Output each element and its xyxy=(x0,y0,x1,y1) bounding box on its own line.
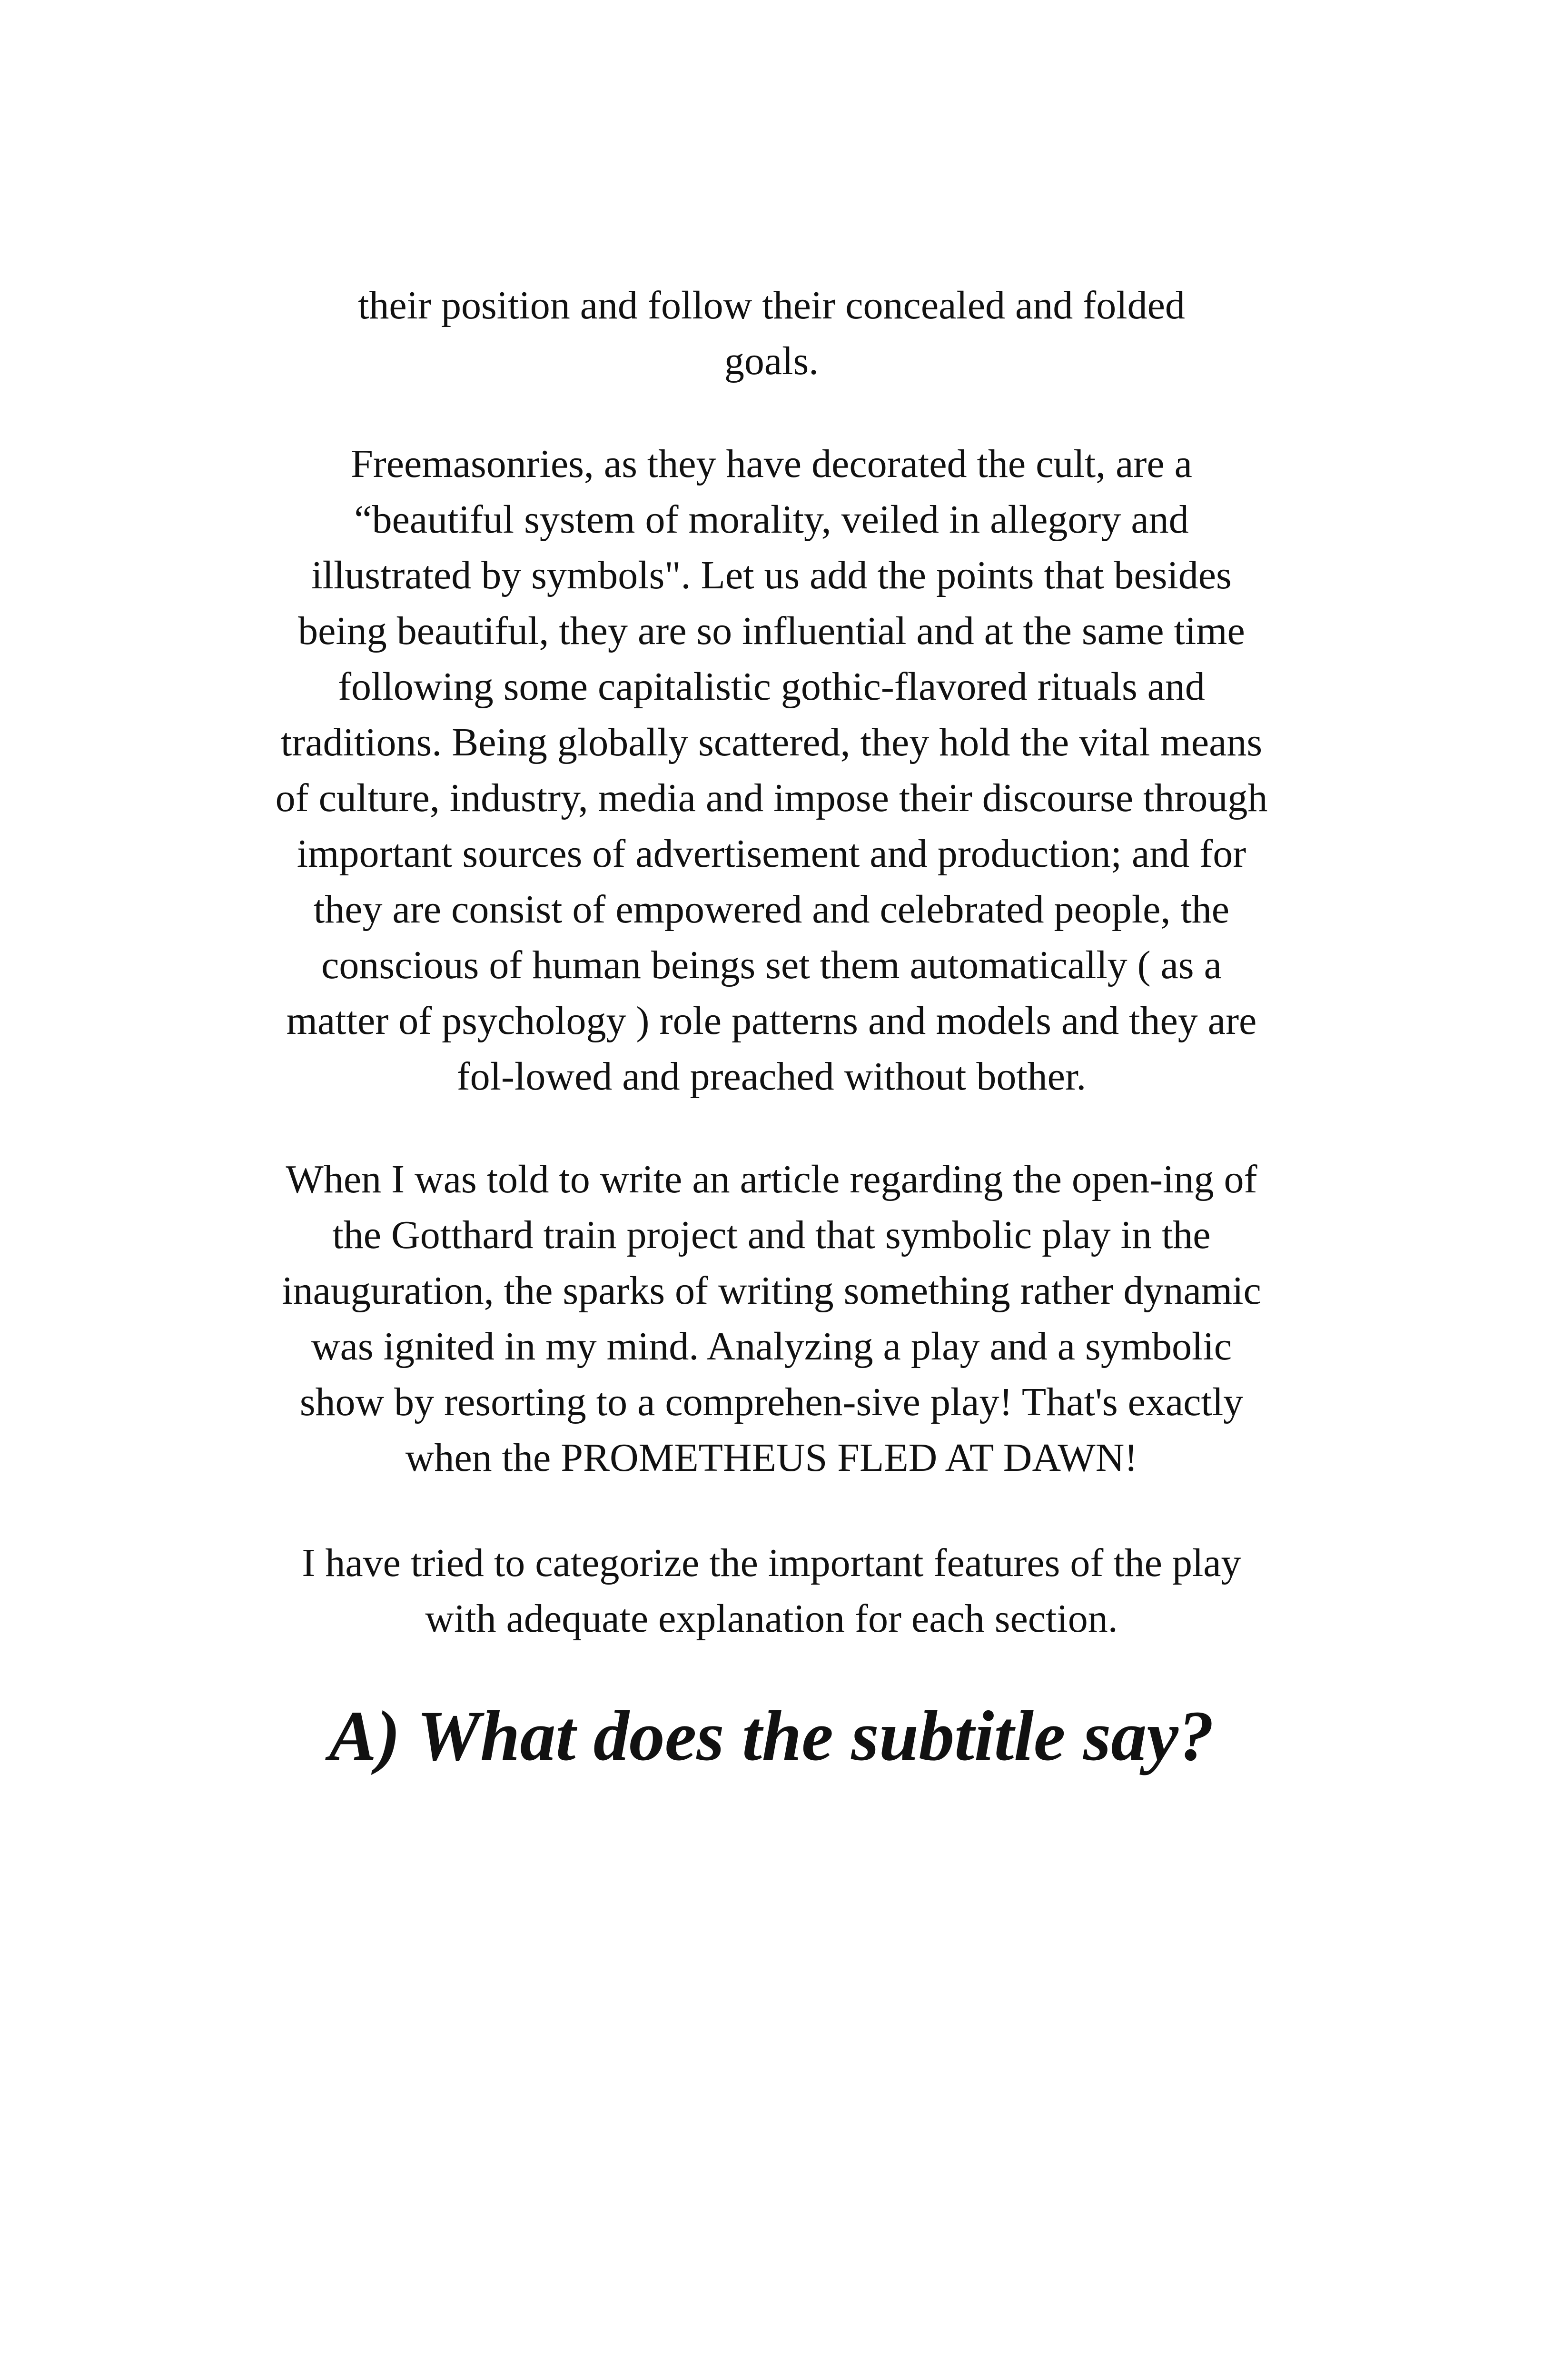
paragraph-line: “beautiful system of morality, veiled in allegory and xyxy=(354,497,1189,542)
paragraph-line: their position and follow their concealed and folded xyxy=(358,283,1185,327)
paragraph-line: when the PROMETHEUS FLED AT DAWN! xyxy=(405,1436,1138,1480)
paragraph-line: of culture, industry, media and impose their discourse through xyxy=(275,776,1268,820)
paragraph-line: goals. xyxy=(724,339,819,383)
paragraph-line: I have tried to categorize the important features of the play xyxy=(302,1541,1241,1585)
paragraph-line: matter of psychology ) role patterns and models and they are xyxy=(286,999,1257,1043)
paragraph-4 xyxy=(224,1535,1319,1646)
paragraph-line: they are consist of empowered and celebrated people, the xyxy=(313,887,1230,932)
section-heading: A) What does the subtitle say? xyxy=(329,1696,1214,1775)
paragraph-line: was ignited in my mind. Analyzing a play and a symbolic xyxy=(311,1324,1232,1368)
paragraph-line: following some capitalistic gothic-flavored rituals and xyxy=(338,664,1205,709)
paragraph-line: illustrated by symbols". Let us add the points that besides xyxy=(311,553,1232,597)
paragraph-line: important sources of advertisement and production; and for xyxy=(297,832,1246,876)
paragraph-line: When I was told to write an article regarding the open-ing of xyxy=(286,1157,1257,1201)
paragraph-line: conscious of human beings set them automatically ( as a xyxy=(321,943,1222,987)
paragraph-line: show by resorting to a comprehen-sive play! That's exactly xyxy=(299,1380,1244,1424)
paragraph-line: being beautiful, they are so influential and at the same time xyxy=(298,609,1245,653)
paragraph-line: fol-lowed and preached without bother. xyxy=(456,1054,1087,1099)
paragraph-line: the Gotthard train project and that symbolic play in the xyxy=(332,1213,1211,1257)
paragraph-line: Freemasonries, as they have decorated the cult, are a xyxy=(351,442,1192,486)
paragraph-line: traditions. Being globally scattered, they hold the vital means xyxy=(280,720,1263,764)
paragraph-2 xyxy=(224,436,1319,1104)
paragraph-line: inauguration, the sparks of writing something rather dynamic xyxy=(282,1269,1261,1313)
paragraph-1 xyxy=(224,278,1319,389)
paragraph-3 xyxy=(224,1151,1319,1486)
paragraph-line: with adequate explanation for each section. xyxy=(425,1597,1118,1641)
